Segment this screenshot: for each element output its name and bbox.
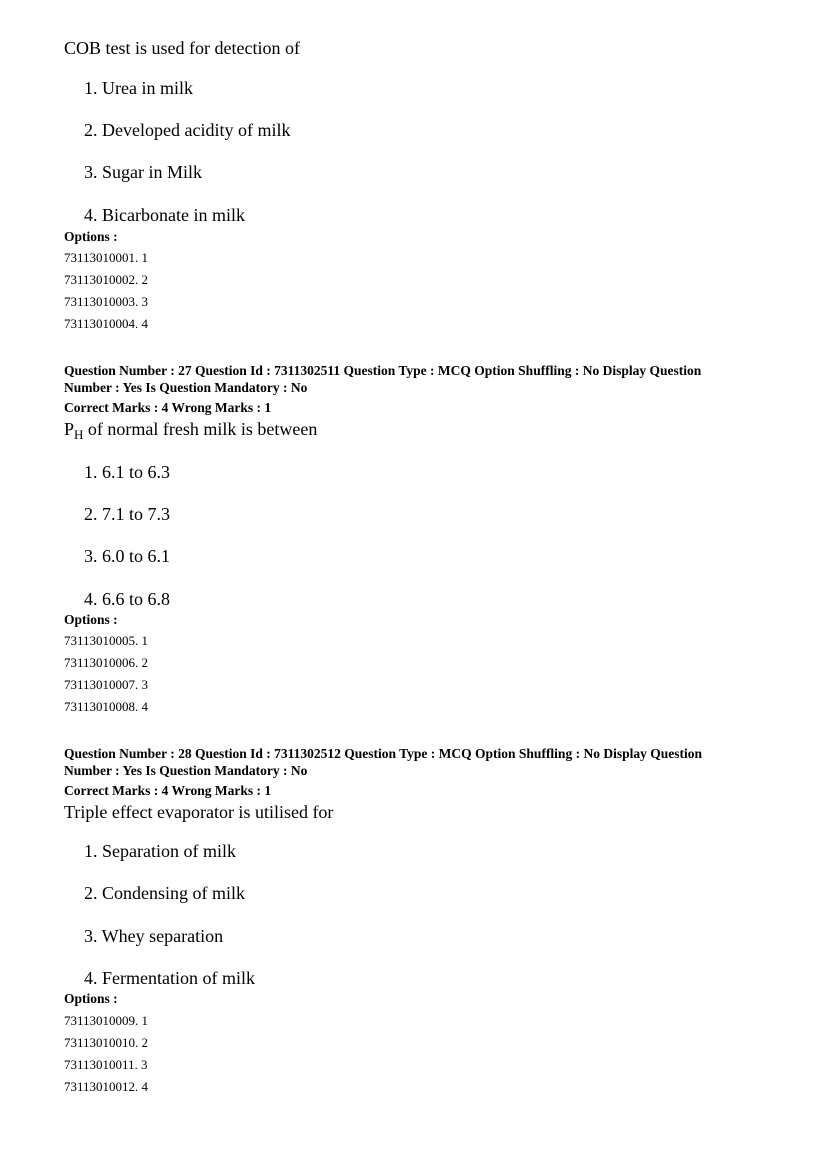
answer-choice: 4. Bicarbonate in milk [84, 205, 245, 225]
option-id: 73113010002. 2 [64, 272, 149, 287]
option-id: 73113010001. 1 [64, 250, 149, 265]
question-marks: Correct Marks : 4 Wrong Marks : 1 [64, 400, 272, 415]
answer-choice: 4. Fermentation of milk [84, 968, 255, 988]
option-id: 73113010009. 1 [64, 1013, 149, 1028]
answer-choice: 4. 6.6 to 6.8 [84, 589, 171, 609]
option-id: 73113010007. 3 [64, 677, 149, 692]
answer-choice: 1. Separation of milk [84, 841, 236, 861]
option-id: 73113010004. 4 [64, 316, 149, 331]
options-label: Options : [64, 612, 118, 627]
question-text: COB test is used for detection of [64, 38, 300, 58]
answer-choice: 3. Whey separation [84, 926, 224, 946]
answer-choice: 2. Developed acidity of milk [84, 120, 291, 140]
question-meta: Number : Yes Is Question Mandatory : No [64, 380, 308, 395]
answer-choice: 1. Urea in milk [84, 78, 193, 98]
option-id: 73113010010. 2 [64, 1035, 149, 1050]
option-id: 73113010012. 4 [64, 1079, 149, 1094]
answer-choice: 1. 6.1 to 6.3 [84, 462, 171, 482]
option-id: 73113010008. 4 [64, 699, 149, 714]
answer-choice: 2. Condensing of milk [84, 883, 245, 903]
question-text: Triple effect evaporator is utilised for [64, 802, 334, 822]
answer-choice: 2. 7.1 to 7.3 [84, 504, 171, 524]
question-meta: Question Number : 28 Question Id : 7311302512 Question Type : MCQ Option Shuffling : No Display Question [64, 746, 702, 761]
options-label: Options : [64, 991, 118, 1006]
question-text: $P_H$ of normal fresh milk is between [64, 419, 318, 442]
question-meta: Question Number : 27 Question Id : 7311302511 Question Type : MCQ Option Shuffling : No Display Question [64, 363, 702, 378]
question-marks: Correct Marks : 4 Wrong Marks : 1 [64, 783, 272, 798]
answer-choice: 3. Sugar in Milk [84, 162, 203, 182]
options-label: Options : [64, 229, 118, 244]
answer-choice: 3. 6.0 to 6.1 [84, 546, 171, 566]
question-meta: Number : Yes Is Question Mandatory : No [64, 763, 308, 778]
option-id: 73113010003. 3 [64, 294, 149, 309]
option-id: 73113010005. 1 [64, 633, 149, 648]
option-id: 73113010011. 3 [64, 1057, 148, 1072]
option-id: 73113010006. 2 [64, 655, 149, 670]
